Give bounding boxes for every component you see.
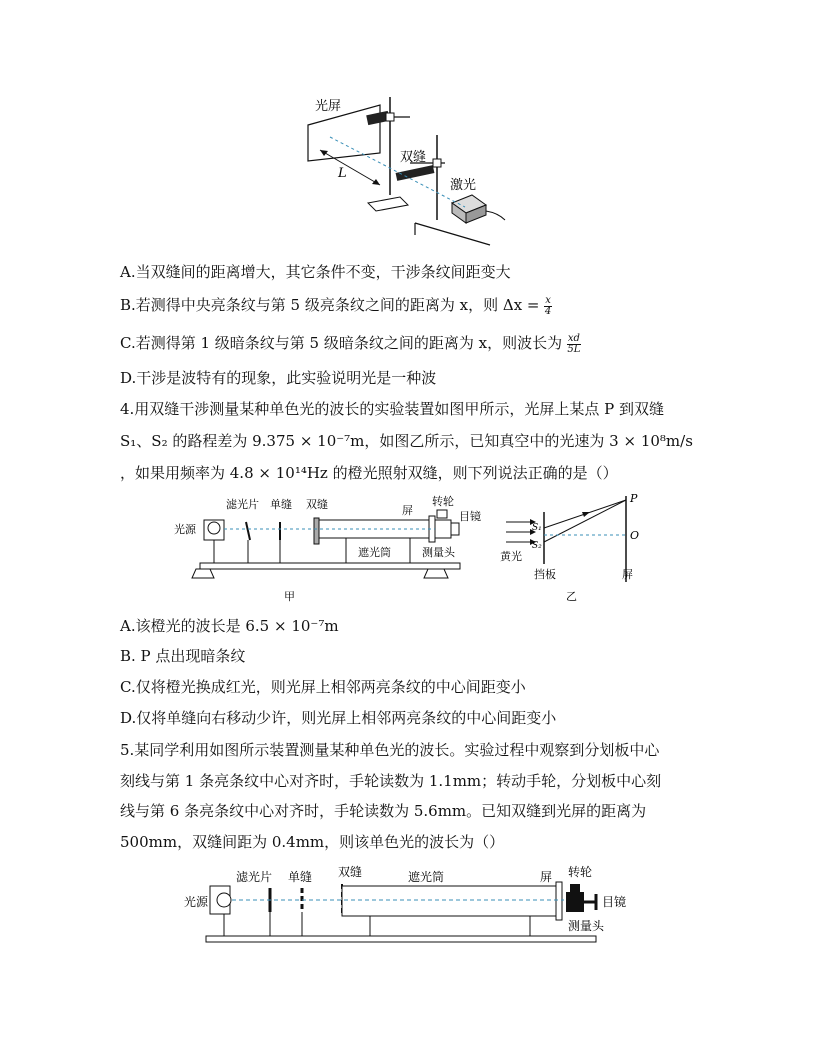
q4-option-d: D.仅将单缝向右移动少许，则光屏上相邻两亮条纹的中心间距变小 (120, 709, 557, 727)
label-O: O (630, 529, 640, 542)
label-screen: 光屏 (315, 99, 342, 114)
label-screen: 屏 (540, 870, 553, 884)
q4-stem-line2: S₁、S₂ 的路程差为 9.375 × 10⁻⁷m，如图乙所示，已知真空中的光速为 3 × 10⁸m/s (120, 432, 693, 450)
label-light-source: 光源 (174, 523, 196, 536)
q4-option-b: B. P 点出现暗条纹 (120, 647, 246, 665)
label-S2: S₂ (532, 541, 542, 551)
q3-option-d: D.干涉是波特有的现象，此实验说明光是一种波 (120, 369, 437, 387)
label-S1: S₁ (532, 523, 542, 533)
caption-yi: 乙 (566, 590, 577, 603)
q4-option-a: A.该橙光的波长是 6.5 × 10⁻⁷m (120, 617, 339, 635)
label-P: P (630, 492, 638, 505)
label-wheel: 转轮 (432, 495, 454, 508)
q3-option-a: A.当双缝间的距离增大，其它条件不变，干涉条纹间距变大 (120, 263, 511, 281)
label-baffle: 挡板 (534, 568, 556, 581)
label-filter: 滤光片 (226, 498, 259, 511)
q4-option-c: C.仅将橙光换成红光，则光屏上相邻两亮条纹的中心间距变小 (120, 678, 526, 696)
q5-stem-line3: 线与第 6 条亮条纹中心对齐时，手轮读数为 5.6mm。已知双缝到光屏的距离为 (120, 802, 647, 820)
label-screen: 屏 (402, 504, 413, 517)
figure-q5-apparatus (180, 862, 640, 952)
q4-stem-line3: ，如果用频率为 4.8 × 10¹⁴Hz 的橙光照射双缝，则下列说法正确的是（） (120, 464, 618, 482)
q3-option-c: C.若测得第 1 级暗条纹与第 5 级暗条纹之间的距离为 x，则波长为 $\frac{xd}{5L}$ (120, 332, 581, 355)
caption-jia: 甲 (284, 590, 295, 603)
q5-stem-line4: 500mm，双缝间距为 0.4mm，则该单色光的波长为（） (120, 833, 505, 851)
q4-stem-line1: 4.用双缝干涉测量某种单色光的波长的实验装置如图甲所示，光屏上某点 P 到双缝 (120, 400, 664, 418)
label-double-slit: 双缝 (306, 498, 328, 511)
figure-jia-apparatus (170, 492, 490, 604)
label-single-slit: 单缝 (288, 870, 313, 884)
figure-laser-setup (300, 95, 520, 250)
label-yellow-light: 黄光 (500, 550, 522, 563)
label-tube: 遮光筒 (408, 870, 445, 884)
label-wheel: 转轮 (568, 865, 593, 879)
q5-stem-line1: 5.某同学利用如图所示装置测量某种单色光的波长。实验过程中观察到分划板中心 (120, 741, 660, 759)
label-laser: 激光 (450, 178, 477, 193)
label-eyepiece: 目镜 (459, 510, 481, 523)
label-double-slit: 双缝 (338, 865, 363, 879)
label-measuring-head: 测量头 (568, 919, 605, 933)
label-screen: 屏 (622, 568, 633, 581)
figure-yi-path-diagram (498, 492, 648, 604)
label-single-slit: 单缝 (270, 498, 292, 511)
label-tube: 遮光筒 (358, 546, 391, 559)
label-measuring-head: 测量头 (422, 546, 455, 559)
label-double-slit: 双缝 (400, 150, 427, 165)
label-eyepiece: 目镜 (602, 895, 627, 909)
q5-stem-line2: 刻线与第 1 条亮条纹中心对齐时，手轮读数为 1.1mm；转动手轮，分划板中心刻 (120, 772, 662, 790)
q3-option-b: B.若测得中央亮条纹与第 5 级亮条纹之间的距离为 x，则 Δx = $\frac{x}{4}$ (120, 294, 552, 317)
label-light-source: 光源 (184, 895, 209, 909)
label-filter: 滤光片 (236, 870, 273, 884)
label-L: L (338, 166, 347, 181)
